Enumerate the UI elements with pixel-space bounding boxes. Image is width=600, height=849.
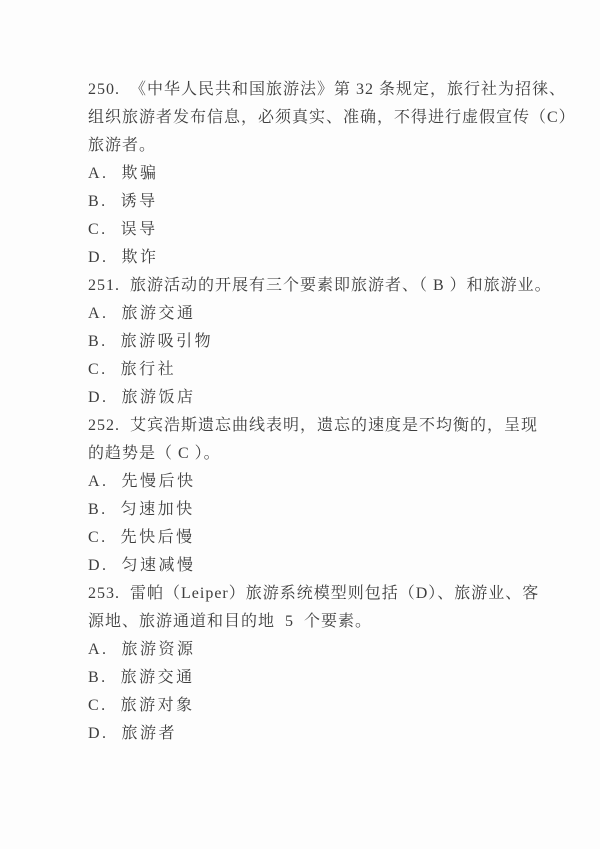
question-250-option-c: C. 误导 bbox=[88, 221, 158, 238]
question-252-option-d: D. 匀速减慢 bbox=[88, 557, 196, 574]
question-250-option-b: B. 诱导 bbox=[88, 193, 158, 210]
question-253-option-d: D. 旅游者 bbox=[88, 725, 178, 742]
question-253-option-b: B. 旅游交通 bbox=[88, 669, 195, 686]
question-251-option-c: C. 旅行社 bbox=[88, 361, 177, 378]
question-250-option-a: A. 欺骗 bbox=[88, 165, 159, 182]
question-251-option-d: D. 旅游饭店 bbox=[88, 389, 196, 406]
question-251-line-1: 251. 旅游活动的开展有三个要素即旅游者、（ B ）和旅游业。 bbox=[88, 277, 552, 294]
question-251-option-b: B. 旅游吸引物 bbox=[88, 333, 214, 350]
question-253 bbox=[88, 580, 558, 748]
question-250-line-3: 旅游者。 bbox=[88, 137, 157, 154]
question-251-option-a: A. 旅游交通 bbox=[88, 305, 196, 322]
question-252-line-2: 的趋势是（ C ）。 bbox=[88, 445, 221, 462]
question-253-option-a: A. 旅游资源 bbox=[88, 641, 196, 658]
question-250-line-1: 250. 《中华人民共和国旅游法》第 32 条规定，旅行社为招徕、 bbox=[88, 81, 567, 98]
question-251 bbox=[88, 272, 558, 412]
question-250-line-2: 组织旅游者发布信息，必须真实、准确，不得进行虚假宣传（C） bbox=[88, 109, 576, 126]
question-252-option-c: C. 先快后慢 bbox=[88, 529, 195, 546]
question-sheet-content bbox=[88, 76, 576, 748]
question-252 bbox=[88, 412, 558, 580]
question-250-option-d: D. 欺诈 bbox=[88, 249, 159, 266]
question-253-line-1: 253. 雷帕（Leiper）旅游系统模型则包括（D）、旅游业、客 bbox=[88, 585, 540, 602]
question-252-option-b: B. 匀速加快 bbox=[88, 501, 195, 518]
question-253-line-2: 源地、旅游通道和目的地 5 个要素。 bbox=[88, 613, 373, 630]
question-252-option-a: A. 先慢后快 bbox=[88, 473, 196, 490]
question-252-line-1: 252. 艾宾浩斯遗忘曲线表明，遗忘的速度是不均衡的，呈现 bbox=[88, 417, 539, 434]
question-250 bbox=[88, 76, 576, 272]
question-253-option-c: C. 旅游对象 bbox=[88, 697, 195, 714]
